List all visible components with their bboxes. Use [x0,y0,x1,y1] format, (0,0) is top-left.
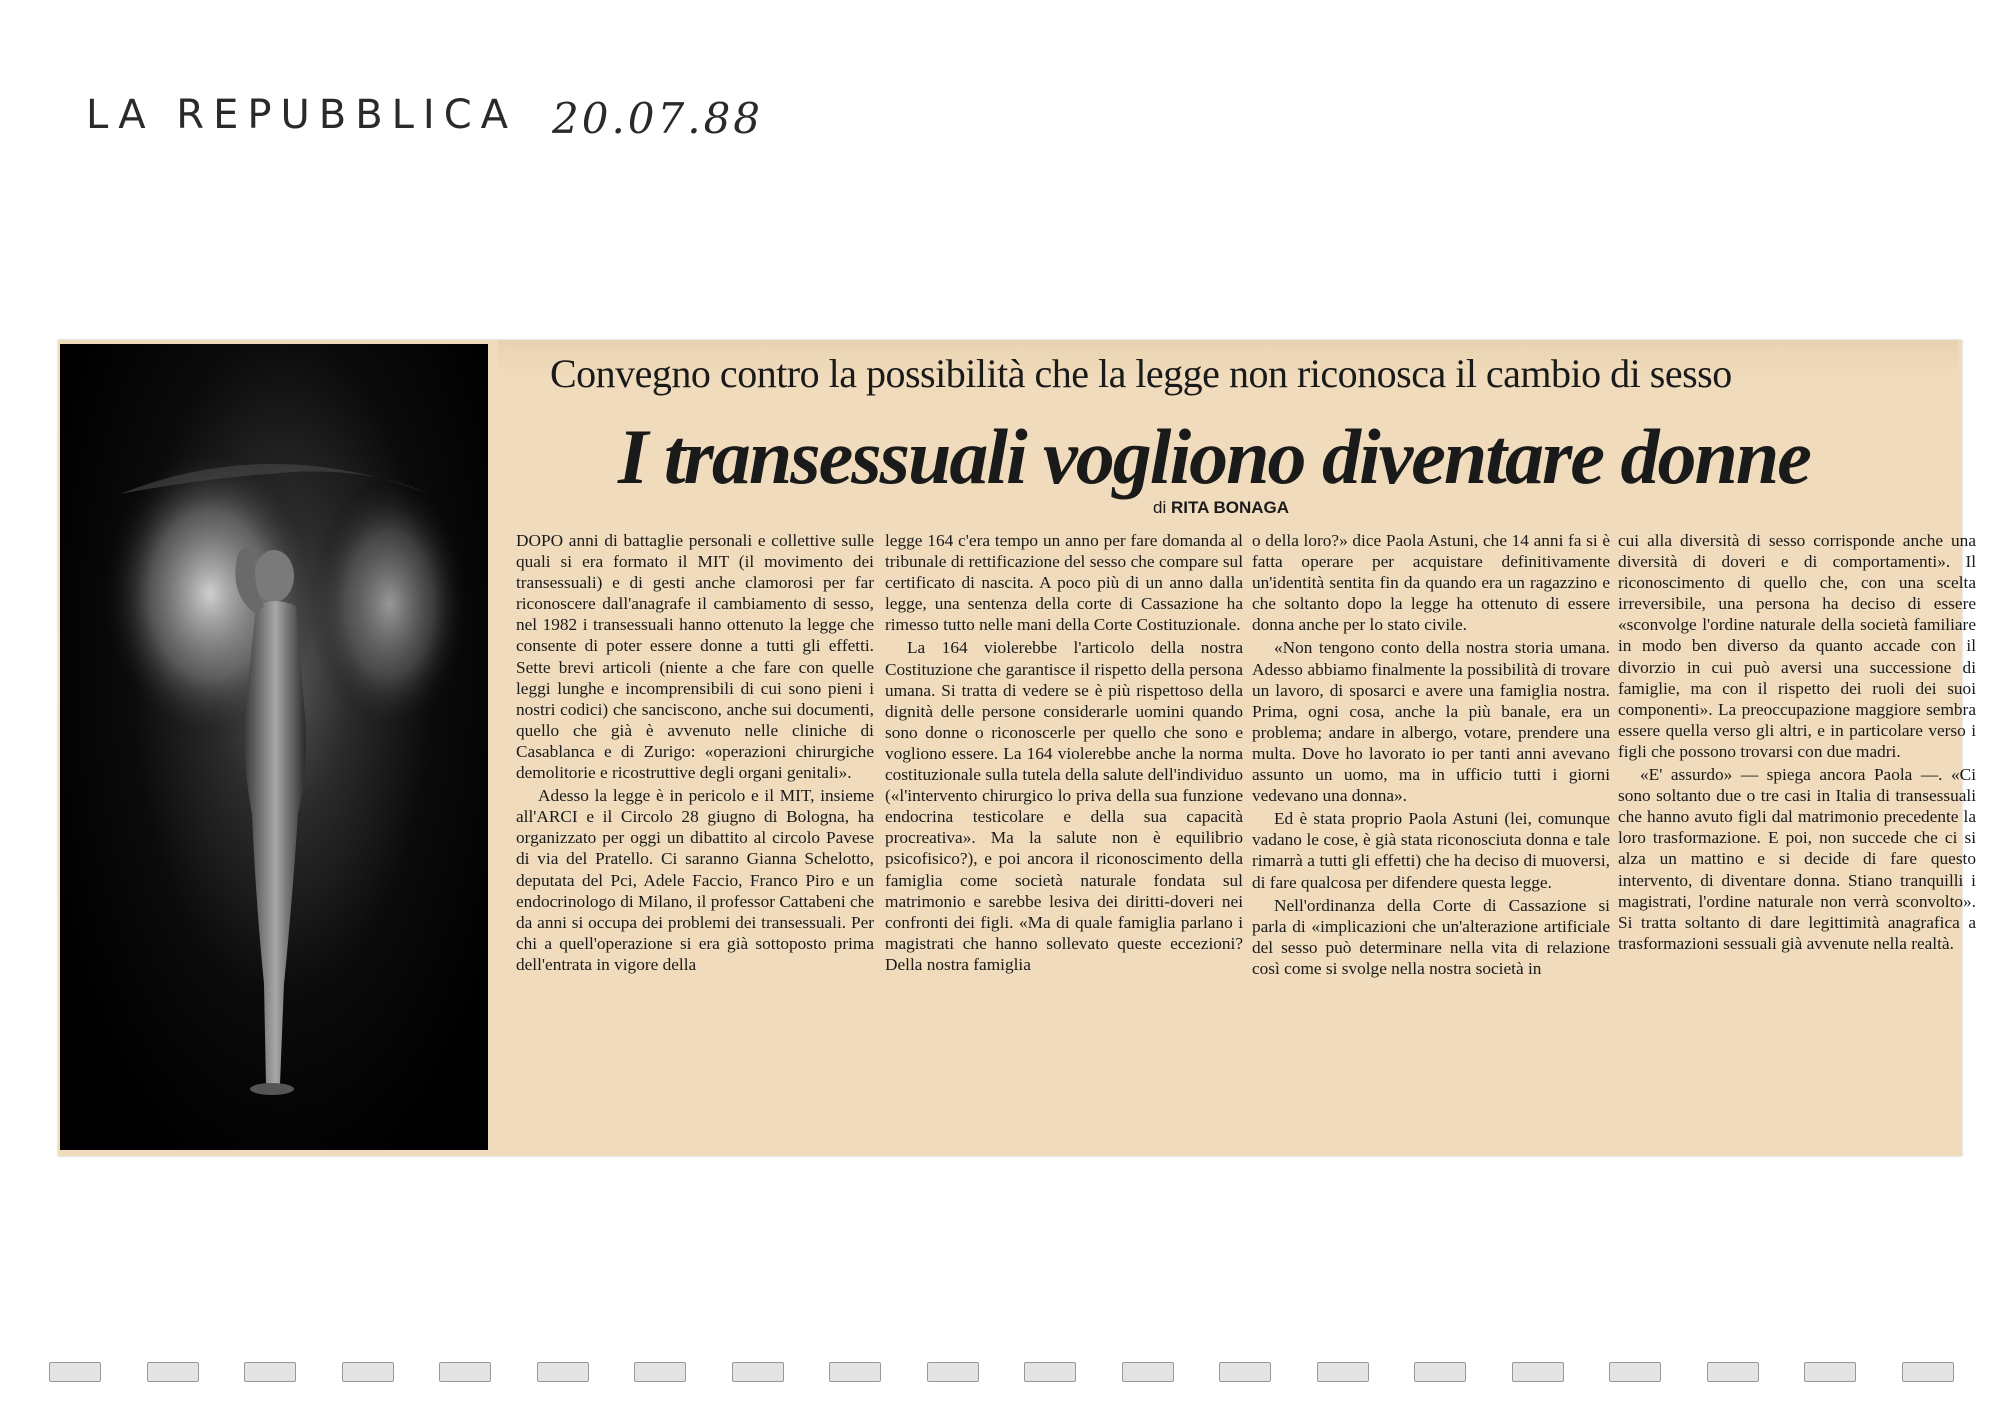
binder-tab [1804,1362,1856,1382]
binder-tab [829,1362,881,1382]
binder-tab [147,1362,199,1382]
paragraph: Nell'ordinanza della Corte di Cassazione si parla di «implicazioni che un'alterazione artificiale del sesso può determinare nella vita di relazione così come si svolge nella nostra società in [1252,895,1610,978]
binder-tab-strip [45,1362,1955,1384]
paragraph: La 164 violerebbe l'articolo della nostra Costituzione che garantisce il rispetto della persona umana. Si tratta di vedere se è più rispettoso della dignità delle persone considerarle uomini quando sono donne o riconoscerle per quello che sono e vogliono essere. La 164 violerebbe anche la norma costituzionale sulla tutela della salute dell'individuo («l'intervento chirurgico lo priva della sua funzione endocrina testicolare e della sua capacità procreativa». Ma la salute non è equilibrio psicofisico?), e poi ancora il riconoscimento della famiglia come società naturale fondata sul matrimonio e sarebbe lesiva dei diritti-doveri nei confronti dei figli. «Ma di quale famiglia parlano i magistrati che hanno sollevato queste eccezioni? Della nostra famiglia [885,638,1243,974]
article-photo [60,344,488,1150]
article-headline: I transessuali vogliono diventare donne [618,413,1810,500]
paragraph: cui alla diversità di sesso corrisponde anche una diversità di doveri e di comportamenti». Il riconoscimento di quello che, con una scelta irreversibile, una persona ha deciso di essere «sconvolge l'ordine naturale della società familiare in modo ben diverso da quanto accade con il divorzio in cui può aversi una successione di famiglie, ma con il rispetto dei ruoli dei suoi componenti». La preoccupazione maggiore sembra essere quella verso gli altri, e in particolare verso i figli che possono trovarsi con due madri. [1618,531,1976,761]
article-column-2 [885,530,1243,1146]
paragraph: Adesso la legge è in pericolo e il MIT, insieme all'ARCI e il Circolo 28 giugno di Bologna, ha organizzato per oggi un dibattito al circolo Pavese di via del Pratello. Ci saranno Gianna Schelotto, deputata del Pci, Adele Faccio, Franco Piro e un endocrinologo di Milano, il professor Cattabeni che da anni si occupa dei problemi dei transessuali. Per chi a quell'operazione si era già sottoposto prima dell'entrata in vigore della [516,786,874,974]
paragraph: DOPO anni di battaglie personali e collettive sulle quali si era formato il MIT (il movimento dei transessuali) e di gesti anche clamorosi per far riconoscere dall'anagrafe il cambiamento di sesso, nel 1982 i transessuali hanno ottenuto la legge che consente di poter essere donne a tutti gli effetti. Sette brevi articoli (niente a che fare con quelle leggi lunghe e incomprensibili di cui sono pieni i nostri codici) che sanciscono, anche sui documenti, quello che già è avvenuto nelle cliniche di Casablanca e di Zurigo: «operazioni chirurgiche demolitorie e ricostruttive degli organi genitali». [516,531,874,783]
figure-silhouette [60,344,488,1150]
binder-tab [1122,1362,1174,1382]
newspaper-clipping [58,340,1976,1156]
article-column-3 [1252,530,1610,1146]
binder-tab [1024,1362,1076,1382]
paragraph: «Non tengono conto della nostra storia umana. Adesso abbiamo finalmente la possibilità di trovare un lavoro, di sposarci e avere una famiglia nostra. Prima, ogni cosa, anche la più banale, era un problema; andare in albergo, votare, prendere una multa. Dove ho lavorato io per tanti anni avevano assunto un uomo, ma in ufficio tutti i giorni vedevano una donna». [1252,638,1610,806]
binder-tab [1902,1362,1954,1382]
article-kicker: Convegno contro la possibilità che la legge non riconosca il cambio di sesso [550,351,1732,396]
article-column-4 [1618,530,1976,1146]
binder-tab [634,1362,686,1382]
binder-tab [1219,1362,1271,1382]
binder-tab [537,1362,589,1382]
binder-tab [439,1362,491,1382]
paragraph: legge 164 c'era tempo un anno per fare domanda al tribunale di rettificazione del sesso che compare sul certificato di nascita. A poco più di un anno dalla legge, una sentenza della corte di Cassazione ha rimesso tutto nelle mani della Corte Costituzionale. [885,531,1243,635]
article-byline [1153,498,1289,518]
handwritten-date-note: 20.07.88 [552,94,764,143]
binder-tab [1317,1362,1369,1382]
binder-tab [732,1362,784,1382]
byline-author: RITA BONAGA [1170,498,1290,517]
paragraph: o della loro?» dice Paola Astuni, che 14 anni fa si è fatta operare per acquistare definitivamente un'identità sentita fin da quando era un ragazzino e che soltanto dopo la legge ha ottenuto di essere donna anche per lo stato civile. [1252,531,1610,635]
article-column-1 [516,530,874,1146]
binder-tab [1707,1362,1759,1382]
paragraph: Ed è stata proprio Paola Astuni (lei, comunque vadano le cose, è già stata riconosciuta donna e tale rimarrà a tutti gli effetti) che ha deciso di muoversi, di fare qualcosa per difendere questa legge. [1252,809,1610,892]
binder-tab [927,1362,979,1382]
binder-tab [1414,1362,1466,1382]
paragraph: «E' assurdo» — spiega ancora Paola —. «Ci sono soltanto due o tre casi in Italia di transessuali che hanno avuto figli dal matrimonio precedente la loro trasformazione. E poi, non succede che ci si alza un mattino e si decide di fare questo intervento, di diventare donna. Stiano tranquilli i magistrati, l'ordine naturale non verrà sconvolto». Si tratta soltanto di dare legittimità anagrafica a trasformazioni sessuali già avvenute nella realtà. [1618,765,1976,953]
binder-tab [244,1362,296,1382]
binder-tab [342,1362,394,1382]
binder-tab [1512,1362,1564,1382]
handwritten-source-note: LA REPUBBLICA [86,92,518,138]
binder-tab [1609,1362,1661,1382]
byline-prefix: di [1153,498,1167,517]
binder-tab [49,1362,101,1382]
